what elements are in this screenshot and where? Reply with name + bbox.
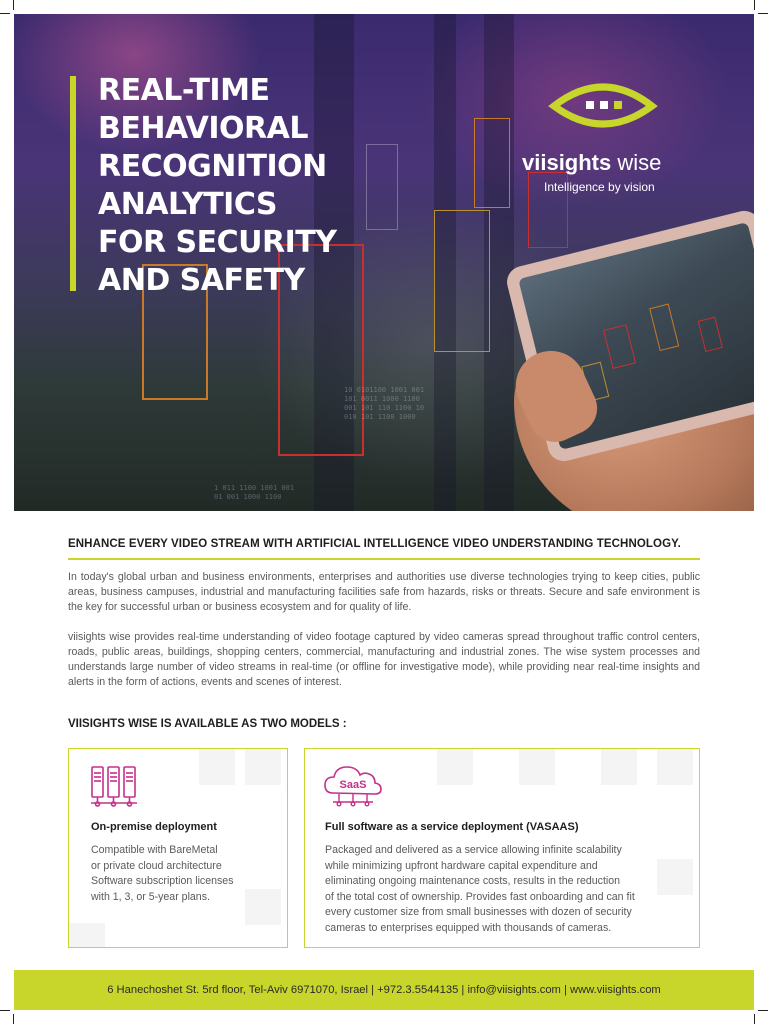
hero-title-line: REAL-TIME (98, 73, 270, 108)
hero-title-line: FOR SECURITY (98, 225, 337, 260)
heading-rule (68, 558, 700, 560)
crop-mark (13, 0, 14, 10)
intro-paragraph: In today's global urban and business environments, enterprises and authorities use diverse technologies trying to keep cities, public areas, business campuses, industrial and manufacturing facilities safe from hazards, risks or threats. Secure and safe environment is the key for successful urban or business ecosystem and for quality of life. (68, 571, 700, 613)
models-heading: VIISIGHTS WISE IS AVAILABLE AS TWO MODELS : (68, 718, 347, 730)
detection-box (603, 324, 636, 369)
hero-banner (14, 14, 754, 511)
saas-title: Full software as a service deployment (VASAAS) (325, 821, 579, 833)
on-premise-title: On-premise deployment (91, 821, 217, 833)
background-tile (657, 749, 693, 785)
hero-title-line: RECOGNITION (98, 149, 327, 184)
background-tile (199, 749, 235, 785)
crop-mark (758, 13, 768, 14)
brand-name: viisights wise (522, 150, 662, 175)
saas-icon-label: SaaS (339, 779, 367, 791)
saas-text: Packaged and delivered as a service allowing infinite scalability while minimizing upfront hardware capital expenditure and eliminating ongoing maintenance costs, results in the reduction of the total cost of ownership. Provides fast onboarding and can fit every customer size from small businesses with dozen of security cameras to enterprises equipped with thousands of cameras. (325, 844, 635, 934)
viisights-logo (520, 76, 700, 206)
detection-box (474, 118, 510, 208)
title-accent-bar (70, 76, 76, 291)
detection-box (649, 304, 679, 352)
crop-mark (758, 1010, 768, 1011)
saas-cloud-icon (323, 763, 383, 809)
section-heading: ENHANCE EVERY VIDEO STREAM WITH ARTIFICIAL INTELLIGENCE VIDEO UNDERSTANDING TECHNOLOGY. (68, 538, 681, 550)
hero-title (98, 72, 418, 300)
intro-paragraph: viisights wise provides real-time understanding of video footage captured by video cameras spread throughout traffic control centers, roads, public areas, buildings, shopping centers, commercial, manufacturing and industrial zones. The wise system processes and understands large number of video streams in real-time (or offline for investigative mode), while providing near real-time insights and alerts in the form of actions, events and scenes of interest. (68, 631, 700, 688)
binary-overlay: 10 0101100 1001 001 101 0011 1000 1100 001 101 110 1100 10 010 101 1100 1000 (344, 386, 425, 421)
crop-mark (754, 0, 755, 10)
hero-title-line: ANALYTICS (98, 187, 278, 222)
contact-footer (14, 970, 754, 1010)
hero-title-line: AND SAFETY (98, 263, 305, 298)
crop-mark (0, 1010, 10, 1011)
detection-box (698, 317, 723, 352)
crop-mark (13, 1014, 14, 1024)
eye-logo-icon (548, 76, 658, 140)
saas-card (304, 748, 700, 948)
binary-overlay: 1 011 1100 1001 001 01 001 1000 1100 (214, 484, 295, 501)
background-tile (69, 923, 105, 948)
contact-info: 6 Hanechoshet St. 5rd floor, Tel-Aviv 6971070, Israel | +972.3.5544135 | info@viisights.com | www.viisights.com (107, 984, 661, 996)
background-tile (519, 749, 555, 785)
background-tile (437, 749, 473, 785)
brand-tagline: Intelligence by vision (544, 180, 655, 194)
crop-mark (754, 1014, 755, 1024)
background-tile (245, 749, 281, 785)
crop-mark (0, 13, 10, 14)
on-premise-text: Compatible with BareMetal or private cloud architecture Software subscription licenses with 1, 3, or 5-year plans. (91, 844, 234, 903)
server-rack-icon (89, 765, 139, 809)
background-tile (601, 749, 637, 785)
hero-title-line: BEHAVIORAL (98, 111, 308, 146)
on-premise-card (68, 748, 288, 948)
detection-box (434, 210, 490, 352)
